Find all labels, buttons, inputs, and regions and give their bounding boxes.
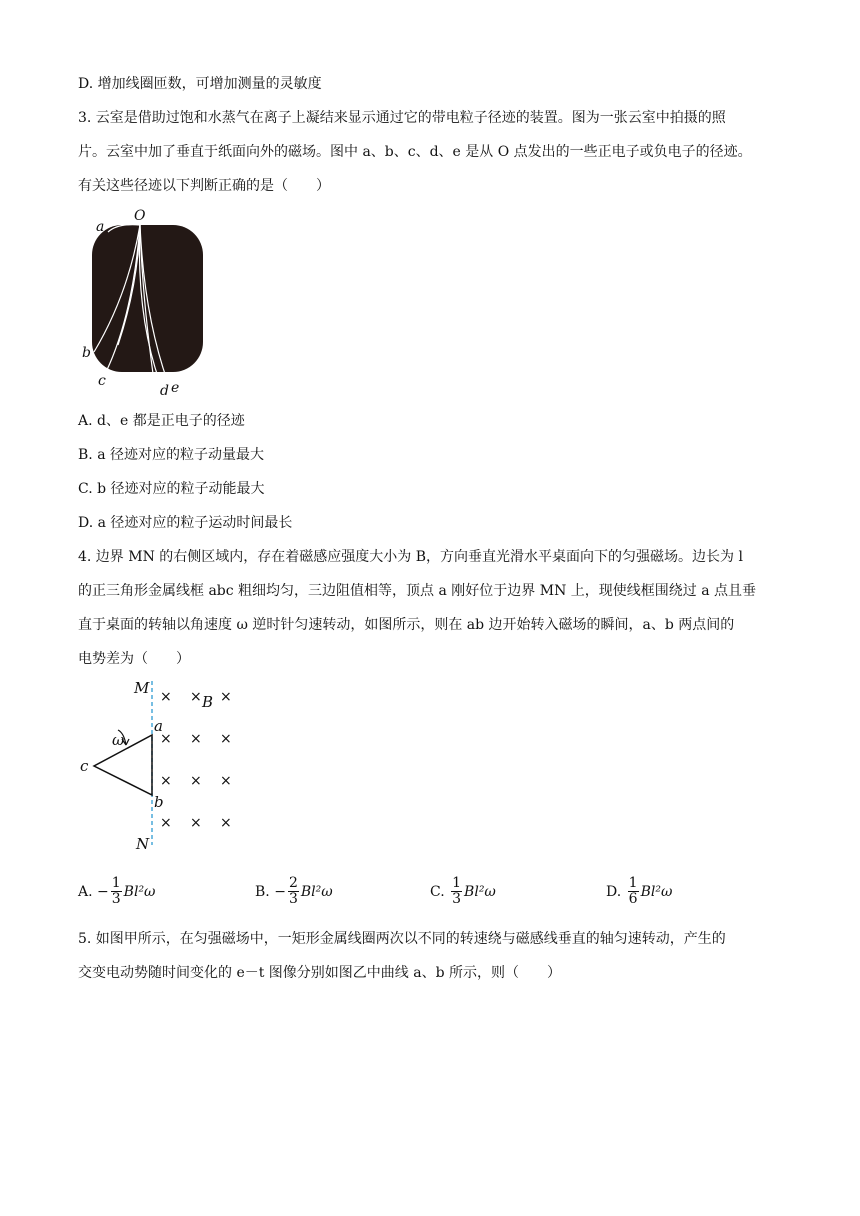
cloud-chamber-figure: [78, 205, 208, 400]
cross: ×: [190, 689, 202, 705]
denominator: 3: [288, 891, 298, 907]
cross: ×: [220, 689, 232, 705]
q5-stem-line1: 5. 如图甲所示，在匀强磁场中，一矩形金属线圈两次以不同的转速绕与磁感线垂直的轴匀速转动，产生的: [78, 931, 726, 947]
q3-stem-line3: 有关这些径迹以下判断正确的是（ ）: [78, 178, 330, 194]
q4-option-c: [430, 876, 496, 907]
option-letter: D.: [606, 883, 622, 900]
option-sign: −: [274, 883, 286, 900]
denominator: 3: [452, 891, 462, 907]
cross: ×: [220, 731, 232, 747]
label-b: b: [154, 793, 164, 811]
label-a: a: [154, 717, 163, 735]
cross: ×: [190, 815, 202, 831]
label-omega: ω: [112, 731, 125, 749]
cross: ×: [220, 773, 232, 789]
q3-stem-line1: 3. 云室是借助过饱和水蒸气在离子上凝结来显示通过它的带电粒子径迹的装置。图为一张云室中拍摄的照: [78, 110, 726, 126]
triangle-frame-figure: [78, 675, 248, 855]
option-letter: B.: [255, 883, 270, 900]
q4-option-a: [78, 876, 155, 907]
label-b: b: [82, 345, 91, 361]
cross: ×: [220, 815, 232, 831]
cross: ×: [160, 731, 172, 747]
q3-stem-line2: 片。云室中加了垂直于纸面向外的磁场。图中 a、b、c、d、e 是从 O 点发出的一些正电子或负电子的径迹。: [78, 144, 752, 160]
fraction: [288, 876, 299, 907]
cross: ×: [190, 773, 202, 789]
label-O: O: [134, 208, 146, 224]
q3-option-b: B. a 径迹对应的粒子动量最大: [78, 447, 264, 463]
numerator: 1: [111, 875, 121, 891]
denominator: 3: [111, 891, 121, 907]
fraction: [111, 876, 122, 907]
q2-option-d: D. 增加线圈匝数，可增加测量的灵敏度: [78, 76, 322, 92]
option-expression: Bl²ω: [640, 883, 673, 900]
q3-option-a: A. d、e 都是正电子的径迹: [78, 413, 245, 429]
q4-stem-line3: 直于桌面的转轴以角速度 ω 逆时针匀速转动，如图所示，则在 ab 边开始转入磁场的瞬间，a、b 两点间的: [78, 617, 735, 633]
label-N: N: [136, 835, 150, 853]
q4-option-b: [255, 876, 333, 907]
label-M: M: [134, 679, 150, 697]
q4-option-d: [606, 876, 672, 907]
option-letter: C.: [430, 883, 445, 900]
fraction: [451, 876, 462, 907]
q4-stem-line1: 4. 边界 MN 的右侧区域内，存在着磁感应强度大小为 B，方向垂直光滑水平桌面向下的匀强磁场。边长为 l: [78, 549, 743, 565]
cross: ×: [190, 731, 202, 747]
q3-option-d: D. a 径迹对应的粒子运动时间最长: [78, 515, 293, 531]
q5-stem-line2: 交变电动势随时间变化的 e－t 图像分别如图乙中曲线 a、b 所示，则（ ）: [78, 965, 562, 981]
label-c: c: [80, 757, 89, 775]
numerator: 1: [628, 875, 638, 891]
q3-option-c: C. b 径迹对应的粒子动能最大: [78, 481, 265, 497]
option-sign: −: [97, 883, 109, 900]
numerator: 2: [288, 875, 298, 891]
label-a: a: [96, 219, 105, 235]
numerator: 1: [452, 875, 462, 891]
denominator: 6: [628, 891, 638, 907]
option-letter: A.: [78, 883, 93, 900]
cross: ×: [160, 815, 172, 831]
option-expression: Bl²ω: [123, 883, 156, 900]
label-d: d: [160, 383, 169, 399]
magnetic-field-crosses: [160, 689, 232, 831]
label-c: c: [98, 373, 106, 389]
cross: ×: [160, 689, 172, 705]
option-expression: Bl²ω: [464, 883, 496, 900]
q4-stem-line4: 电势差为（ ）: [78, 651, 190, 667]
q4-stem-line2: 的正三角形金属线框 abc 粗细均匀，三边阻值相等，顶点 a 刚好位于边界 MN 上，现使线框围绕过 a 点且垂: [78, 583, 757, 599]
option-expression: Bl²ω: [300, 883, 333, 900]
label-e: e: [171, 380, 180, 396]
label-B: B: [202, 693, 214, 711]
cross: ×: [160, 773, 172, 789]
fraction: [628, 876, 639, 907]
